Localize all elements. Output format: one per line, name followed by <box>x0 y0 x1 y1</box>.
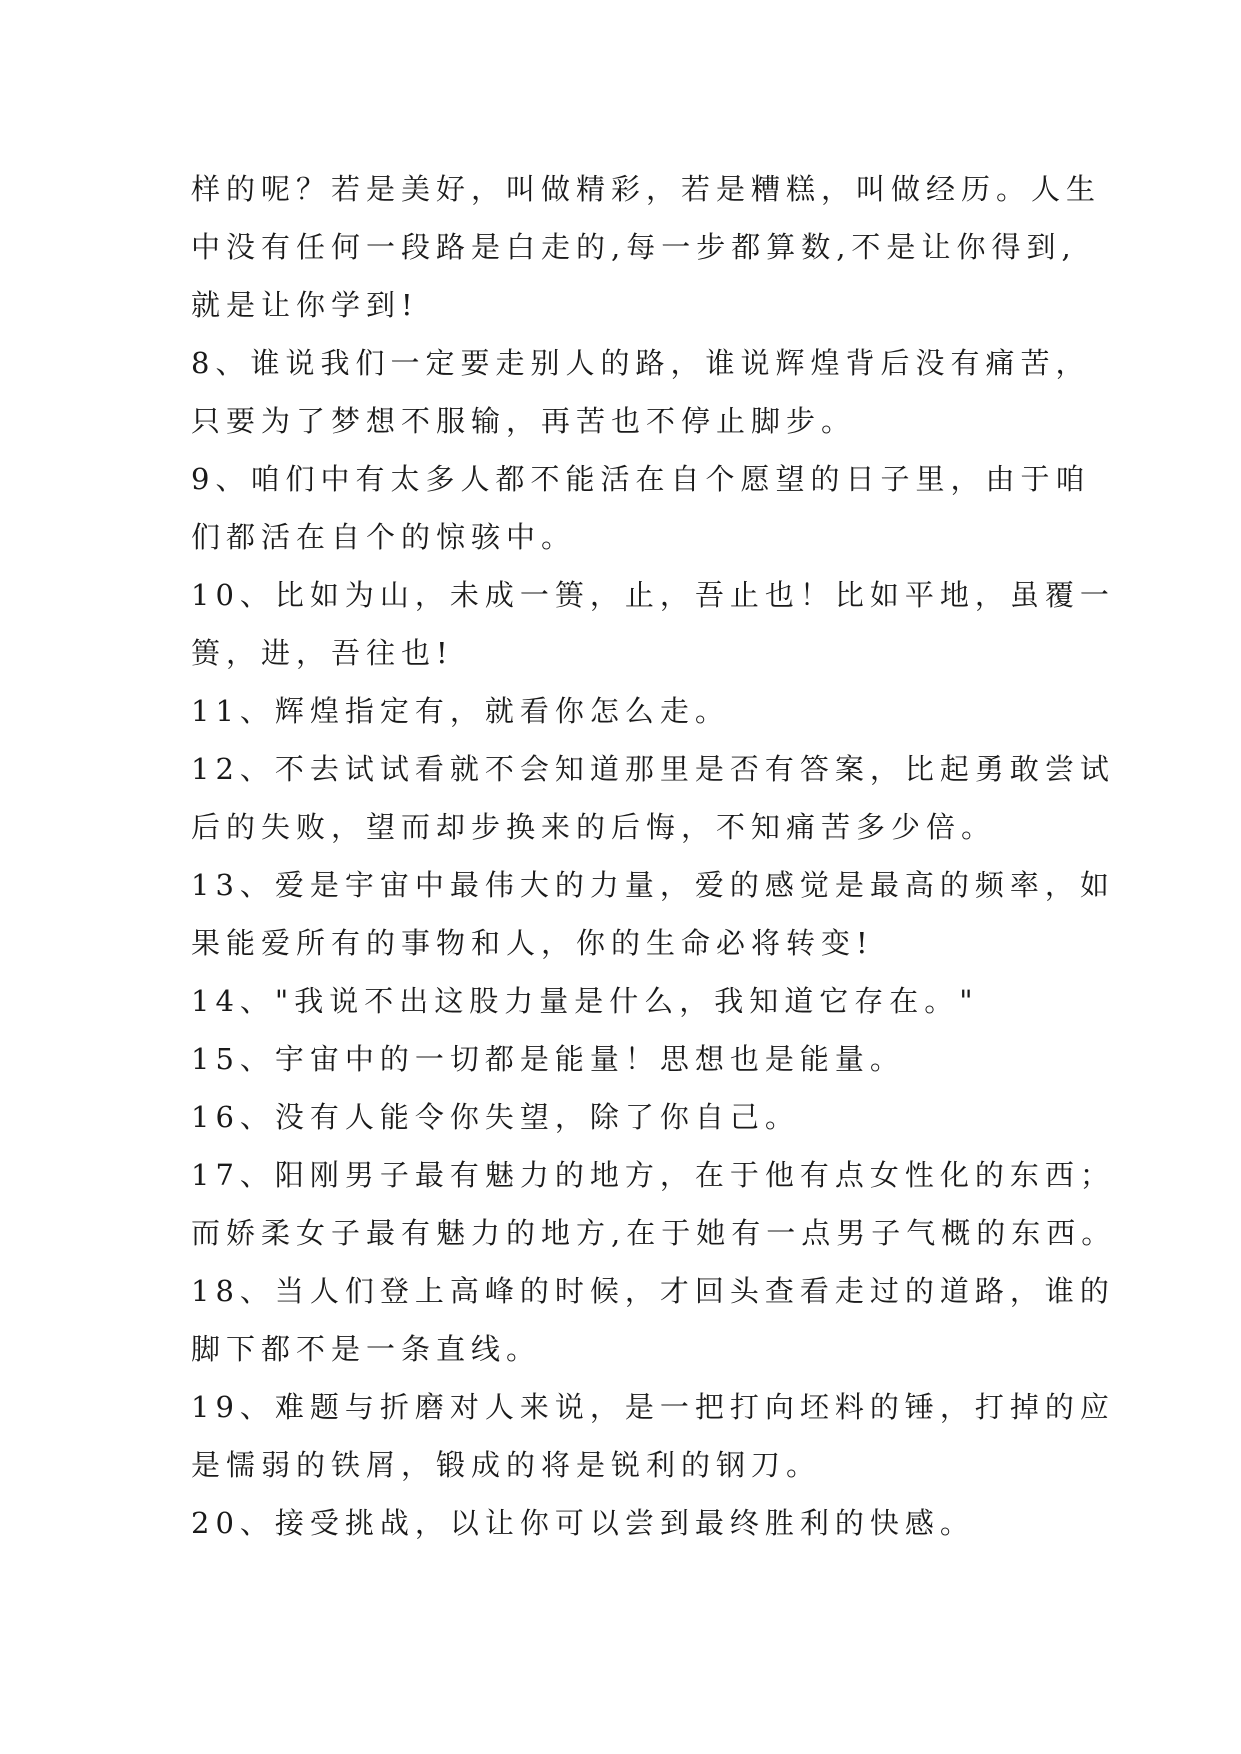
text-line: 后的失败，望而却步换来的后悔，不知痛苦多少倍。 <box>191 810 997 844</box>
text-line: 样的呢？若是美好，叫做精彩，若是糟糕，叫做经历。人生 <box>191 172 1102 206</box>
text-line: 11、辉煌指定有，就看你怎么走。 <box>191 694 730 728</box>
text-line: 只要为了梦想不服输，再苦也不停止脚步。 <box>191 404 857 438</box>
text-line: 19、难题与折磨对人来说，是一把打向坯料的锤，打掉的应 <box>191 1390 1115 1424</box>
document-body <box>191 160 1117 1552</box>
text-line: 10、比如为山，未成一篑，止，吾止也！比如平地，虽覆一 <box>191 578 1115 612</box>
text-line: 篑，进，吾往也! <box>191 636 454 670</box>
text-line: 9、咱们中有太多人都不能活在自个愿望的日子里，由于咱 <box>191 462 1091 496</box>
text-line: 16、没有人能令你失望，除了你自己。 <box>191 1100 800 1134</box>
text-line: 17、阳刚男子最有魅力的地方，在于他有点女性化的东西； <box>191 1158 1115 1192</box>
text-line: 18、当人们登上高峰的时候，才回头查看走过的道路，谁的 <box>191 1274 1115 1308</box>
text-line: 们都活在自个的惊骇中。 <box>191 520 577 554</box>
text-line: 脚下都不是一条直线。 <box>191 1332 542 1366</box>
text-line: 14、"我说不出这股力量是什么，我知道它存在。" <box>191 984 979 1018</box>
text-line: 是懦弱的铁屑，锻成的将是锐利的钢刀。 <box>191 1448 822 1482</box>
text-line: 15、宇宙中的一切都是能量！思想也是能量。 <box>191 1042 905 1076</box>
text-line: 果能爱所有的事物和人，你的生命必将转变! <box>191 926 874 960</box>
text-line: 中没有任何一段路是白走的,每一步都算数,不是让你得到, <box>191 230 1077 264</box>
text-line: 20、接受挑战，以让你可以尝到最终胜利的快感。 <box>191 1506 975 1540</box>
text-line: 就是让你学到! <box>191 288 419 322</box>
text-line: 13、爱是宇宙中最伟大的力量，爱的感觉是最高的频率，如 <box>191 868 1115 902</box>
text-line: 8、谁说我们一定要走别人的路，谁说辉煌背后没有痛苦， <box>191 346 1091 380</box>
text-line: 而娇柔女子最有魅力的地方,在于她有一点男子气概的东西。 <box>191 1216 1117 1250</box>
text-line: 12、不去试试看就不会知道那里是否有答案，比起勇敢尝试 <box>191 752 1115 786</box>
